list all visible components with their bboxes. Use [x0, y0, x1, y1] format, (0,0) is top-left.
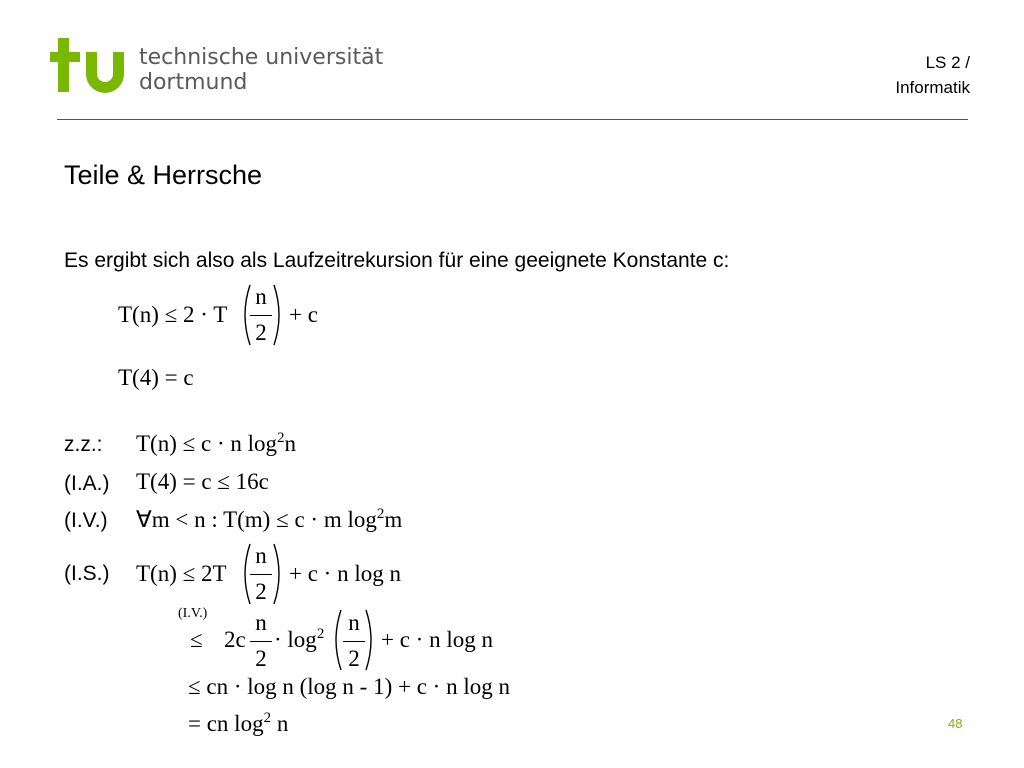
is2-frac2-bar: [343, 641, 365, 642]
right-paren-icon: [364, 608, 378, 672]
is2-b: · $\log^2$: [274, 626, 325, 652]
rec1-frac-num: n: [255, 284, 267, 309]
label-is: (I.S.): [64, 562, 110, 585]
chair-label-1: LS 2 /: [925, 53, 970, 72]
ia-formula: T(4) = c ≤ 16c: [136, 469, 269, 494]
is2-rel: ≤: [190, 627, 203, 652]
right-paren-icon: [272, 542, 286, 606]
right-paren-icon: [272, 283, 286, 347]
is2-frac2-den: 2: [348, 646, 360, 671]
label-iv: (I.V.): [64, 509, 108, 532]
is2-frac1-bar: [250, 641, 272, 642]
chair-label-2: Informatik: [895, 78, 970, 97]
is2-c: + c · n log n: [381, 627, 493, 652]
label-ia: (I.A.): [64, 472, 110, 495]
iv-formula: ∀m < n : T(m) ≤ c · m $\log^2m$: [136, 506, 403, 532]
is1-rhs: + c · n log n: [289, 561, 401, 586]
is2-frac1-num: n: [255, 610, 267, 635]
label-zz: z.z.:: [64, 433, 103, 456]
zz-formula: T(n) ≤ c · n $\log^2n$: [136, 430, 296, 456]
rec2: T(4) = c: [118, 365, 194, 390]
is2-over-label: (I.V.): [178, 606, 208, 621]
is1-frac-bar: [250, 574, 272, 575]
is4: = cn $\log^2 n$: [188, 710, 289, 736]
rec1-frac-bar: [250, 315, 272, 316]
rec1-rhs: + c: [289, 302, 318, 327]
slide-title: Teile & Herrsche: [64, 160, 263, 190]
is1-lhs: T(n) ≤ 2T: [136, 561, 227, 586]
is3: ≤ cn · log n (log n - 1) + c · n log n: [188, 674, 510, 699]
is1-frac-num: n: [255, 543, 267, 568]
header-divider: [57, 119, 968, 120]
rec1-lhs: T(n) ≤ 2 · T: [118, 302, 228, 327]
intro-text: Es ergibt sich also als Laufzeitrekursion für eine geeignete Konstante c:: [64, 249, 730, 272]
logo-line-1: technische universität: [139, 45, 384, 70]
logo-line-2: dortmund: [139, 70, 248, 95]
is1-frac-den: 2: [255, 579, 267, 604]
is2-frac1-den: 2: [255, 646, 267, 671]
rec1-frac-den: 2: [255, 320, 267, 345]
page-number: 48: [948, 716, 963, 731]
is2-a: 2c: [224, 627, 246, 652]
tu-logo-icon: [50, 38, 130, 94]
is2-frac2-num: n: [348, 610, 360, 635]
